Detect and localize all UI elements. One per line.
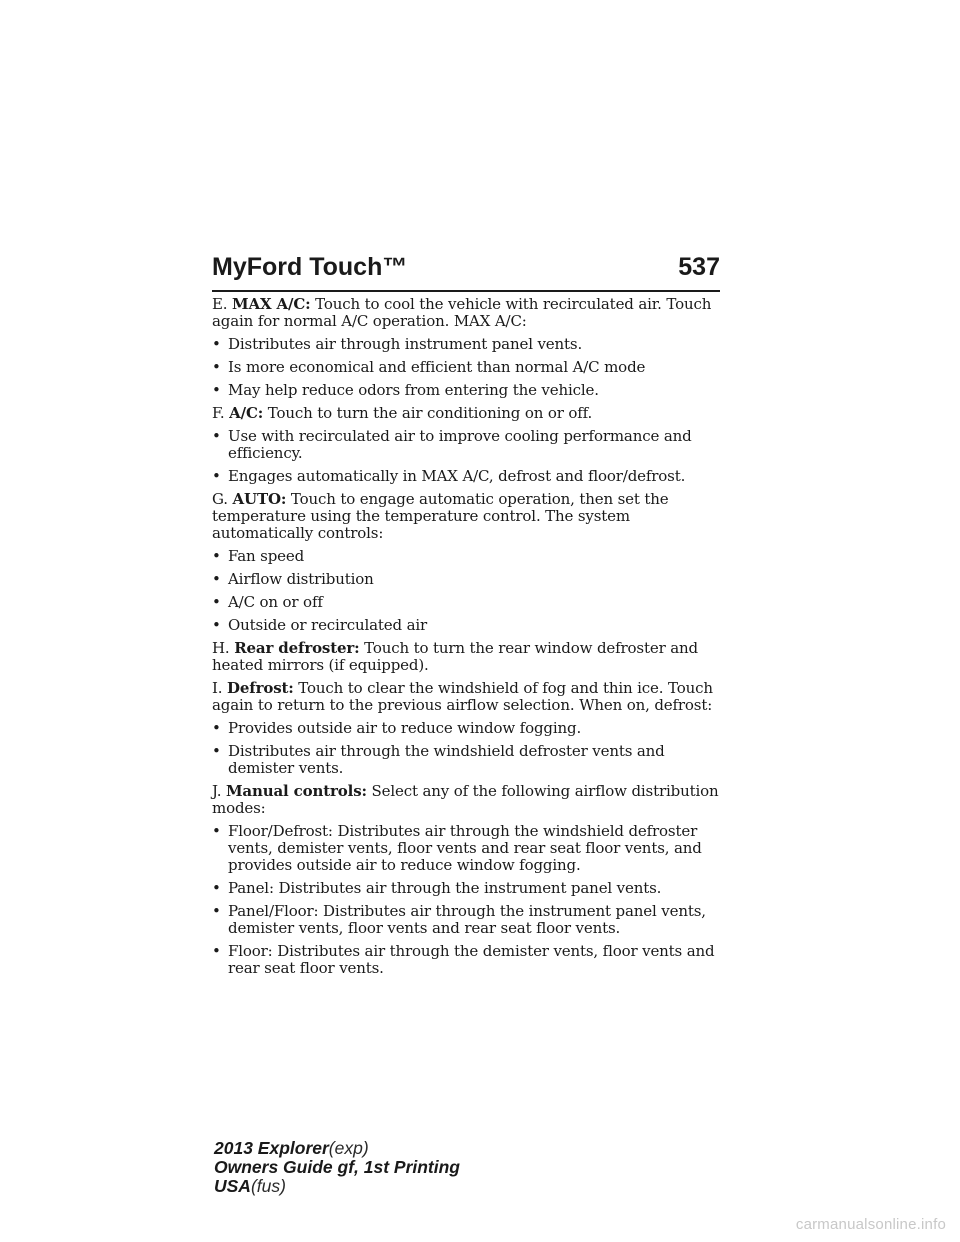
section-lead: Rear defroster: [234, 639, 360, 657]
bullet-icon: • [212, 742, 221, 760]
bullet-item [212, 571, 724, 588]
bullet-text: Panel: Distributes air through the instrument panel vents. [228, 879, 662, 897]
section-letter: I. [212, 679, 223, 697]
bullet-text: Airflow distribution [228, 570, 374, 588]
bullet-icon: • [212, 719, 221, 737]
bullet-icon: • [212, 467, 221, 485]
section-paragraph [212, 296, 724, 330]
bullet-text: Is more economical and efficient than normal A/C mode [228, 358, 646, 376]
section-letter: J. [212, 782, 222, 800]
page-number: 537 [678, 253, 720, 281]
bullet-text: Use with recirculated air to improve cooling performance and efficiency. [228, 427, 692, 462]
footer-market-code: (fus) [250, 1176, 286, 1196]
footer-line-3 [214, 1177, 460, 1196]
section-paragraph [212, 491, 724, 542]
bullet-text: Floor: Distributes air through the demister vents, floor vents and rear seat floor vents. [228, 942, 715, 977]
section-paragraph [212, 783, 724, 817]
bullet-icon: • [212, 902, 221, 920]
bullet-item [212, 428, 724, 462]
bullet-text: Engages automatically in MAX A/C, defrost and floor/defrost. [228, 467, 686, 485]
section-text: Select any of the following airflow distribution modes: [212, 782, 719, 817]
section-lead: AUTO: [232, 490, 287, 508]
bullet-item [212, 359, 724, 376]
bullet-text: Panel/Floor: Distributes air through the instrument panel vents, demister vents, floor vents and rear seat floor vents. [228, 902, 706, 937]
bullet-item [212, 617, 724, 634]
bullet-text: Floor/Defrost: Distributes air through the windshield defroster vents, demister vents, floor vents and rear seat floor vents, and provides outside air to reduce window fogging. [228, 822, 702, 874]
document-footer [214, 1139, 460, 1196]
footer-line-1 [214, 1139, 460, 1158]
bullet-icon: • [212, 942, 221, 960]
bullet-icon: • [212, 593, 221, 611]
bullet-list [212, 336, 724, 399]
bullet-item [212, 943, 724, 977]
bullet-text: A/C on or off [228, 593, 323, 611]
bullet-item [212, 743, 724, 777]
footer-model: 2013 Explorer [214, 1138, 329, 1158]
footer-model-code: (exp) [328, 1138, 369, 1158]
bullet-icon: • [212, 547, 221, 565]
section-text: Touch to engage automatic operation, then set the temperature using the temperature control. The system automatically controls: [212, 490, 669, 542]
bullet-text: Outside or recirculated air [228, 616, 428, 634]
section-paragraph [212, 680, 724, 714]
bullet-text: May help reduce odors from entering the vehicle. [228, 381, 599, 399]
bullet-icon: • [212, 358, 221, 376]
bullet-item [212, 594, 724, 611]
bullet-item [212, 548, 724, 565]
bullet-text: Provides outside air to reduce window fogging. [228, 719, 582, 737]
bullet-icon: • [212, 822, 221, 840]
bullet-item [212, 468, 724, 485]
section-text: Touch to cool the vehicle with recirculated air. Touch again for normal A/C operation. MAX A/C: [212, 295, 712, 330]
section-lead: Manual controls: [225, 782, 367, 800]
section-text: Touch to turn the rear window defroster and heated mirrors (if equipped). [212, 639, 698, 674]
bullet-icon: • [212, 381, 221, 399]
section-lead: A/C: [229, 404, 264, 422]
bullet-text: Distributes air through the windshield defroster vents and demister vents. [228, 742, 665, 777]
bullet-icon: • [212, 616, 221, 634]
section-lead: MAX A/C: [232, 295, 311, 313]
header-rule [212, 290, 720, 292]
bullet-list [212, 823, 724, 977]
manual-body [212, 296, 724, 983]
bullet-icon: • [212, 879, 221, 897]
bullet-item [212, 720, 724, 737]
bullet-item [212, 903, 724, 937]
section-paragraph [212, 640, 724, 674]
section-paragraph [212, 405, 724, 422]
footer-market: USA [214, 1176, 251, 1196]
bullet-list [212, 428, 724, 485]
section-lead: Defrost: [227, 679, 294, 697]
bullet-item [212, 336, 724, 353]
bullet-text: Distributes air through instrument panel vents. [228, 335, 583, 353]
bullet-icon: • [212, 335, 221, 353]
section-title: MyFord Touch™ [212, 253, 408, 281]
bullet-list [212, 720, 724, 777]
section-text: Touch to clear the windshield of fog and thin ice. Touch again to return to the previous airflow selection. When on, defrost: [212, 679, 713, 714]
section-letter: H. [212, 639, 230, 657]
section-letter: F. [212, 404, 225, 422]
bullet-list [212, 548, 724, 634]
section-text: Touch to turn the air conditioning on or off. [267, 404, 593, 422]
section-letter: G. [212, 490, 228, 508]
bullet-icon: • [212, 427, 221, 445]
bullet-item [212, 823, 724, 874]
section-letter: E. [212, 295, 228, 313]
watermark: carmanualsonline.info [795, 1216, 946, 1233]
bullet-item [212, 880, 724, 897]
page-header [212, 253, 720, 282]
bullet-icon: • [212, 570, 221, 588]
footer-line-2 [214, 1158, 460, 1177]
bullet-item [212, 382, 724, 399]
footer-guide: Owners Guide gf, 1st Printing [214, 1157, 460, 1177]
bullet-text: Fan speed [228, 547, 305, 565]
